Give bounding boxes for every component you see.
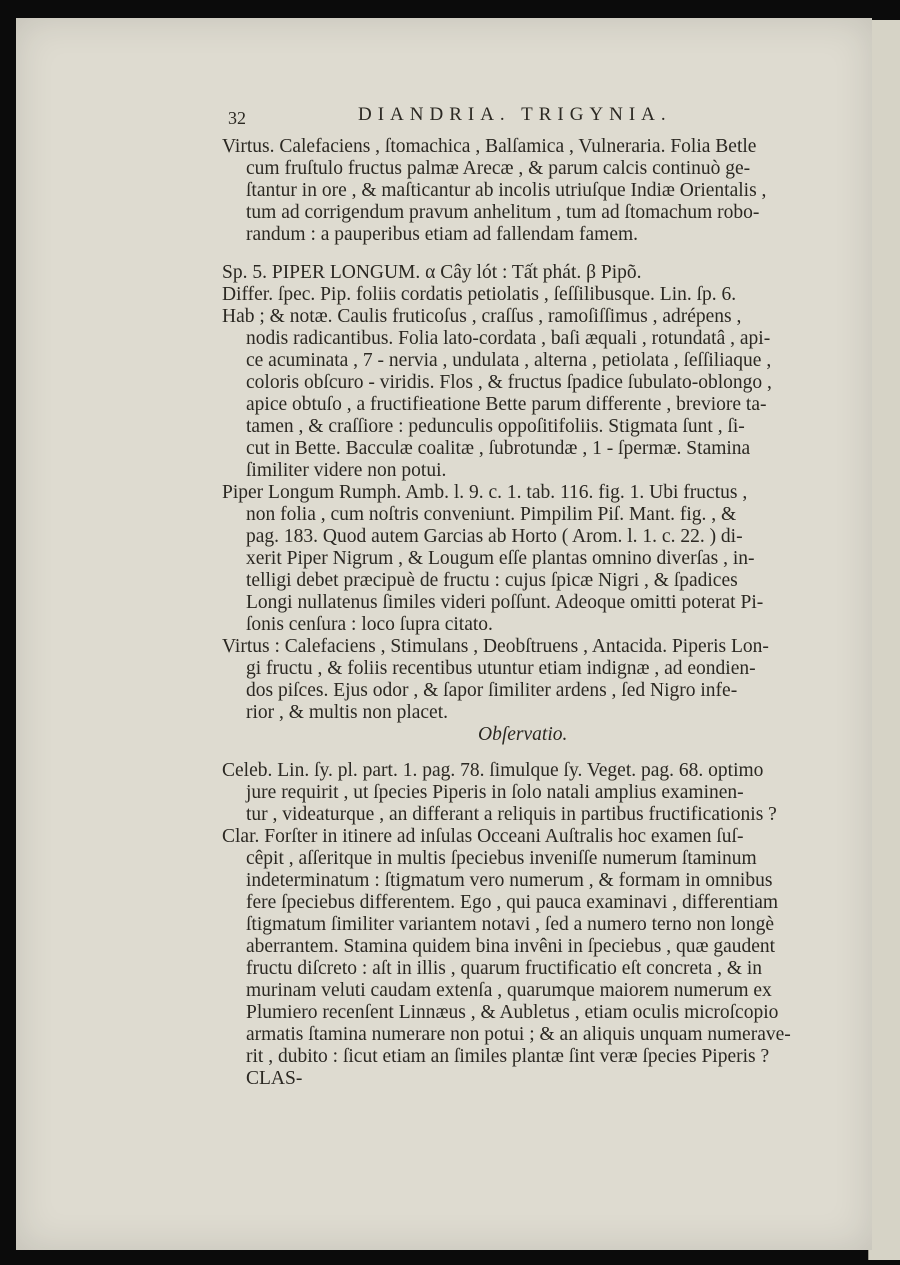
text-line: coloris obſcuro - viridis. Flos , & fructus ſpadice ſubulato-oblongo , xyxy=(246,372,772,393)
text-line: rit , dubito : ſicut etiam an ſimiles plantæ ſint veræ ſpecies Piperis ? xyxy=(246,1046,770,1067)
text-line: fere ſpeciebus differentem. Ego , qui pauca examinavi , differentiam xyxy=(246,892,779,913)
text-line: Piper Longum Rumph. Amb. l. 9. c. 1. tab. 116. fig. 1. Ubi fructus , xyxy=(222,482,748,503)
text-line: Clar. Forſter in itinere ad inſulas Occeani Auſtralis hoc examen ſuſ- xyxy=(222,826,744,847)
text-line: dos piſces. Ejus odor , & ſapor ſimiliter ardens , ſed Nigro infe- xyxy=(246,680,738,701)
section-heading: Obſervatio. xyxy=(478,724,568,745)
text-line: Hab ; & notæ. Caulis fruticoſus , craſſus , ramoſiſſimus , adrépens , xyxy=(222,306,742,327)
text-line: ſonis cenſura : loco ſupra citato. xyxy=(246,614,493,635)
text-line: gi fructu , & foliis recentibus utuntur etiam indignæ , ad eondien- xyxy=(246,658,756,679)
text-line: tum ad corrigendum pravum anhelitum , tum ad ſtomachum robo- xyxy=(246,202,760,223)
text-line: CLAS- xyxy=(246,1068,303,1089)
text-line: pag. 183. Quod autem Garcias ab Horto ( Arom. l. 1. c. 22. ) di- xyxy=(246,526,743,547)
text-line: xerit Piper Nigrum , & Lougum eſſe plantas omnino diverſas , in- xyxy=(246,548,755,569)
text-line: fructu diſcreto : aſt in illis , quarum fructificatio eſt concreta , & in xyxy=(246,958,763,979)
text-line: Plumiero recenſent Linnæus , & Aubletus , etiam oculis microſcopio xyxy=(246,1002,779,1023)
text-line: indeterminatum : ſtigmatum vero numerum , & formam in omnibus xyxy=(246,870,773,891)
text-line: murinam veluti caudam extenſa , quarumque maiorem numerum ex xyxy=(246,980,772,1001)
text-line: tamen , & craſſiore : pedunculis oppoſitifoliis. Stigmata ſunt , ſi- xyxy=(246,416,745,437)
text-line: cêpit , aſſeritque in multis ſpeciebus inveniſſe numerum ſtaminum xyxy=(246,848,757,869)
page-number: 32 xyxy=(228,108,246,128)
text-line: cut in Bette. Bacculæ coalitæ , ſubrotundæ , 1 - ſpermæ. Stamina xyxy=(246,438,751,459)
text-line: randum : a pauperibus etiam ad fallendam famem. xyxy=(246,224,639,245)
text-line: Celeb. Lin. ſy. pl. part. 1. pag. 78. ſimulque ſy. Veget. pag. 68. optimo xyxy=(222,760,764,781)
text-line: telligi debet præcipuè de fructu : cujus ſpicæ Nigri , & ſpadices xyxy=(246,570,738,591)
text-line: ce acuminata , 7 - nervia , undulata , alterna , petiolata , ſeſſiliaque , xyxy=(246,350,772,371)
text-line: ſtantur in ore , & maſticantur ab incolis utriuſque Indiæ Orientalis , xyxy=(246,180,767,201)
text-line: non folia , cum noſtris conveniunt. Pimpilim Piſ. Mant. fig. , & xyxy=(246,504,737,525)
text-line: Differ. ſpec. Pip. foliis cordatis petiolatis , ſeſſilibusque. Lin. ſp. 6. xyxy=(222,284,737,305)
text-line: cum fruſtulo fructus palmæ Arecæ , & parum calcis continuò ge- xyxy=(246,158,751,179)
running-head: DIANDRIA. TRIGYNIA. xyxy=(358,104,672,125)
text-line: ſtigmatum ſimiliter variantem notavi , ſed a numero terno non longè xyxy=(246,914,774,935)
text-line: jure requirit , ut ſpecies Piperis in ſolo natali amplius examinen- xyxy=(246,782,744,803)
text-line: aberrantem. Stamina quidem bina invêni in ſpeciebus , quæ gaudent xyxy=(246,936,776,957)
text-line: tur , videaturque , an differant a reliquis in partibus fructificationis ? xyxy=(246,804,777,825)
text-line: Virtus. Calefaciens , ſtomachica , Balſamica , Vulneraria. Folia Betle xyxy=(222,136,757,157)
text-line: nodis radicantibus. Folia lato-cordata , baſi æquali , rotundatâ , api- xyxy=(246,328,771,349)
text-line: ſimiliter videre non potui. xyxy=(246,460,447,481)
text-line: rior , & multis non placet. xyxy=(246,702,449,723)
species-heading: Sp. 5. PIPER LONGUM. α Cây lót : Tất phát. β Pipõ. xyxy=(222,262,642,283)
text-line: Virtus : Calefaciens , Stimulans , Deobſtruens , Antacida. Piperis Lon- xyxy=(222,636,769,657)
text-line: apice obtuſo , a fructifieatione Bette parum differente , breviore ta- xyxy=(246,394,767,415)
next-page-edge xyxy=(868,20,900,1260)
text-line: Longi nullatenus ſimiles videri poſſunt. Adeoque omitti poterat Pi- xyxy=(246,592,764,613)
text-line: armatis ſtamina numerare non potui ; & an aliquis unquam numerave- xyxy=(246,1024,791,1045)
